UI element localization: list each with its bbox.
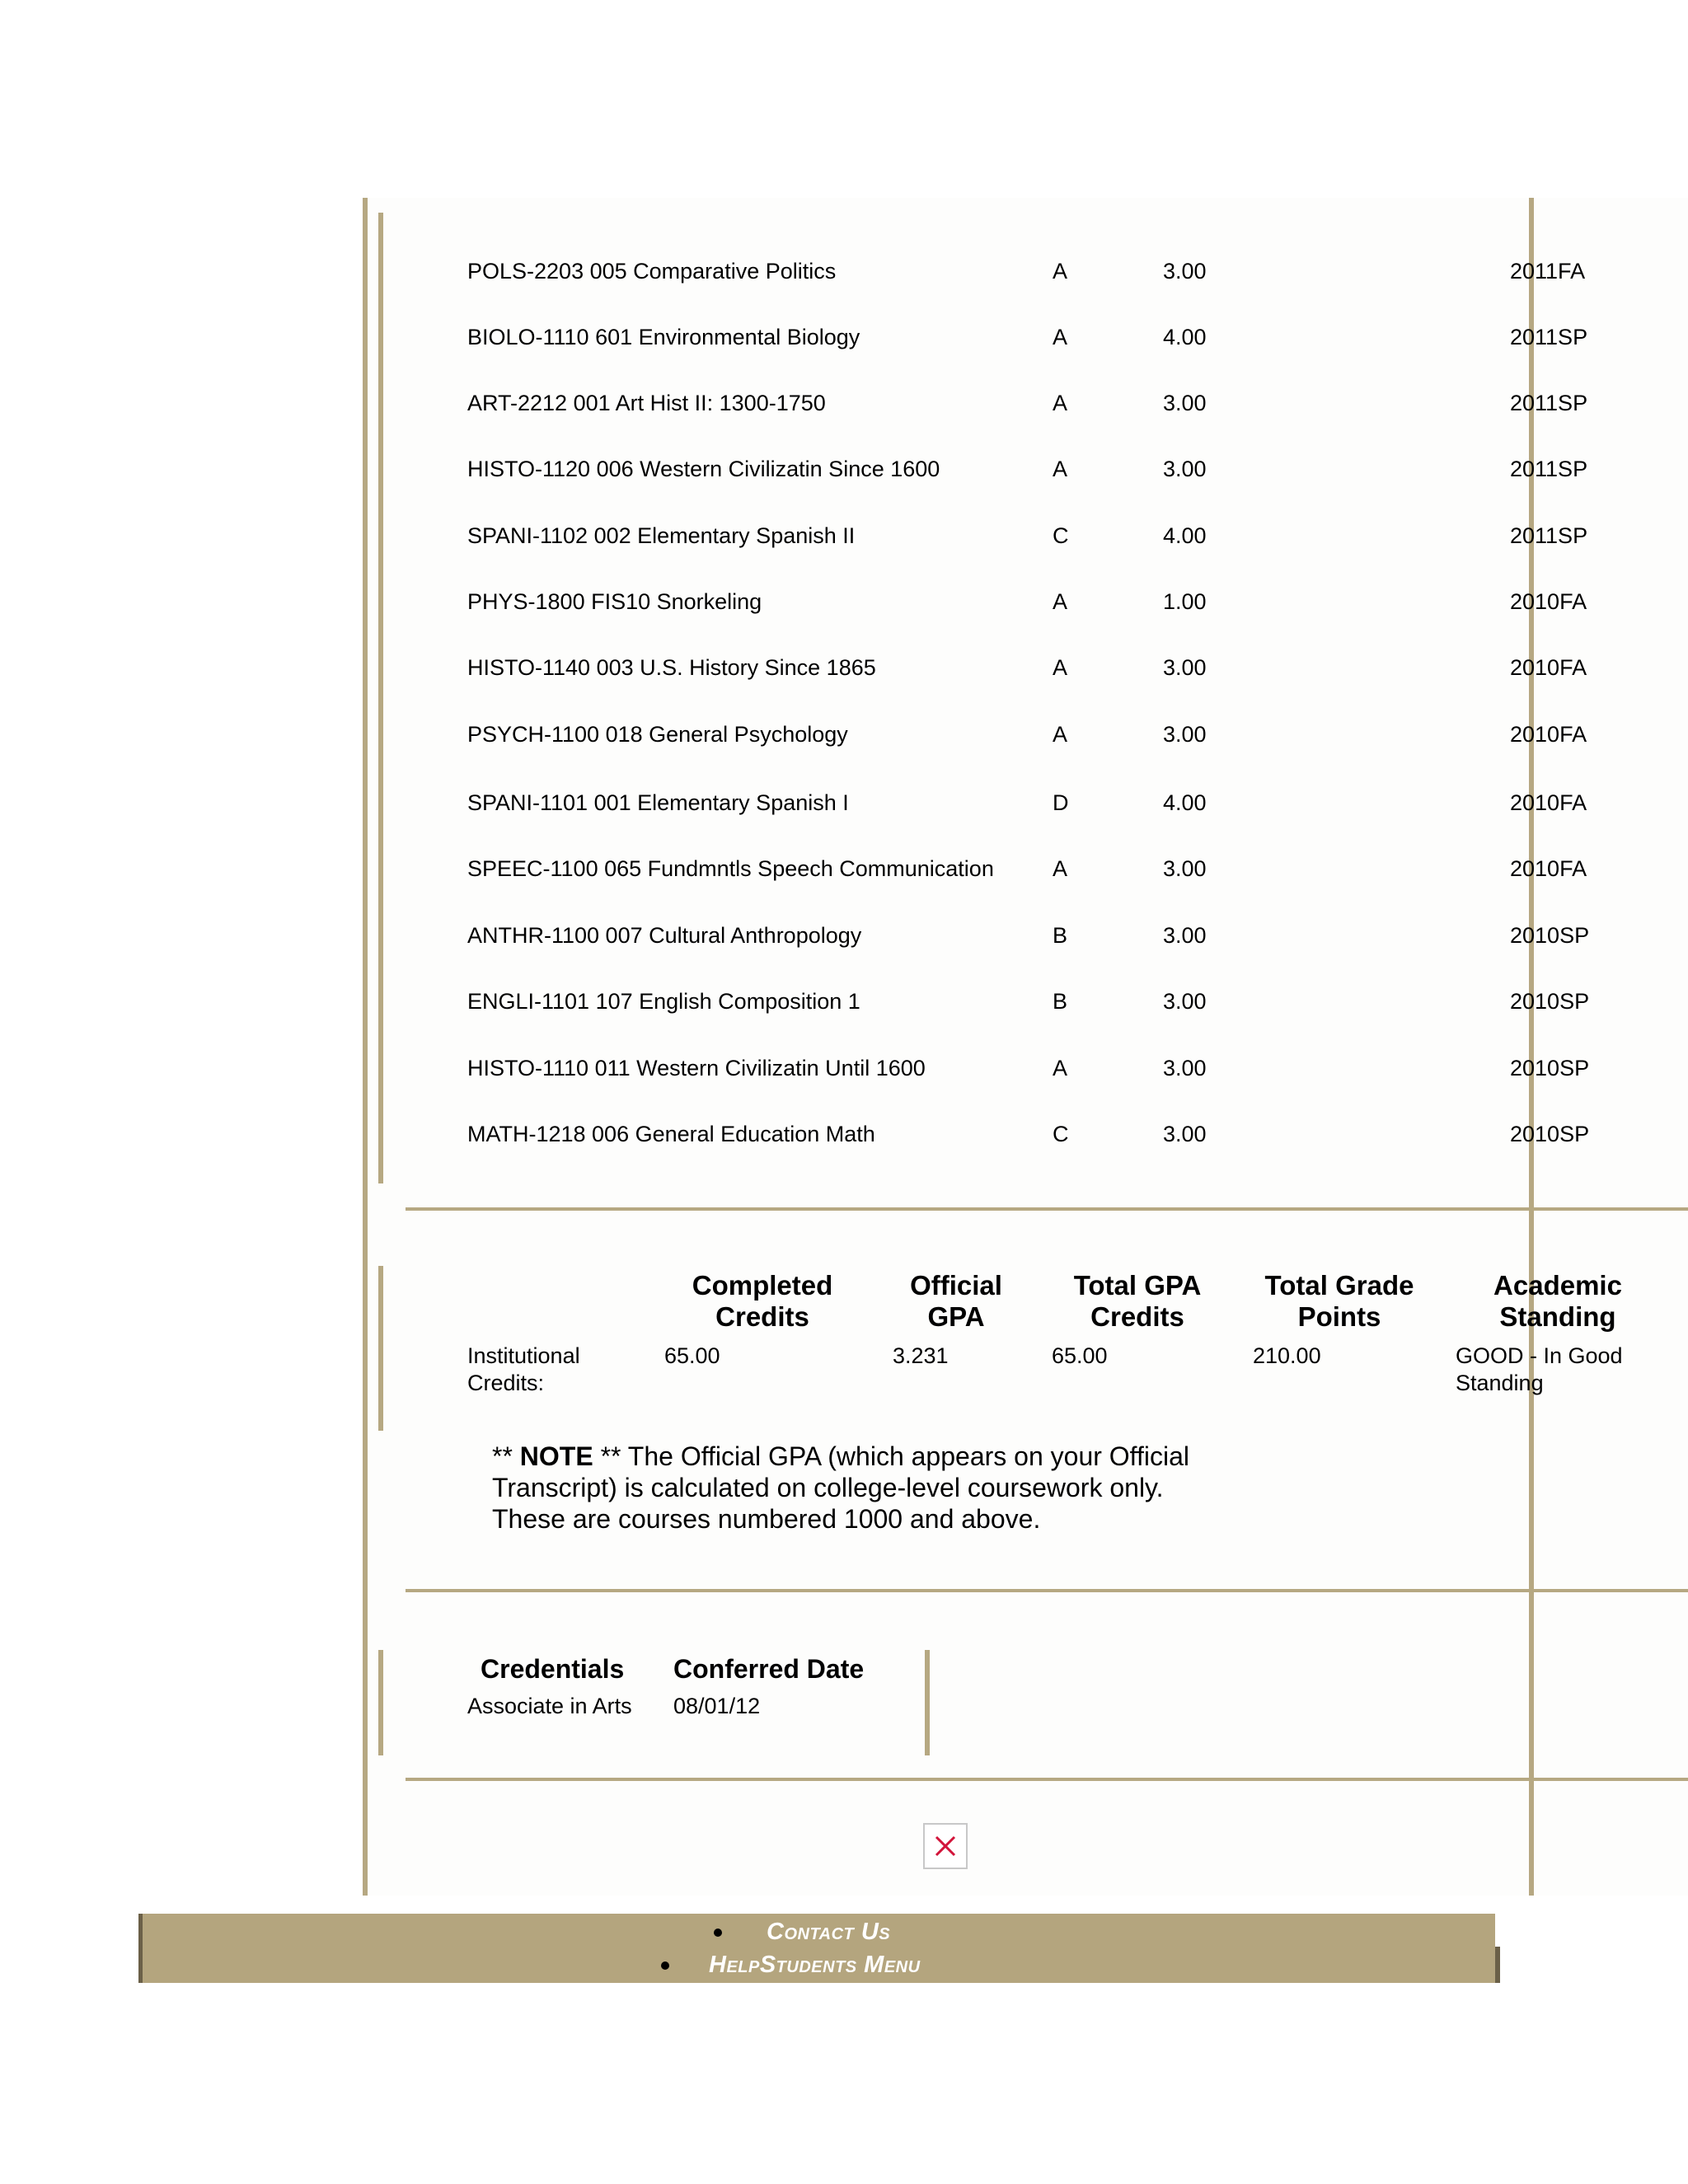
credentials-header: Credentials (481, 1654, 625, 1684)
course-name: HISTO-1110 011 Western Civilizatin Until 1600 (467, 1056, 926, 1080)
note-line: These are courses numbered 1000 and above. (492, 1504, 1041, 1534)
header-line: Total Grade (1264, 1270, 1414, 1301)
course-credits: 1.00 (1163, 589, 1207, 614)
course-credits: 4.00 (1163, 523, 1207, 548)
course-row (0, 919, 1688, 952)
course-name: SPANI-1101 001 Elementary Spanish I (467, 790, 849, 815)
course-term: 2010SP (1510, 923, 1590, 948)
frame-left-inner-summary (378, 1266, 383, 1431)
row-label-line: Credits: (467, 1371, 545, 1395)
note-text: The Official GPA (which appears on your Official (621, 1441, 1189, 1471)
frame-left-inner-courses (378, 213, 383, 1183)
footer-edge-left (138, 1914, 143, 1983)
course-credits: 3.00 (1163, 722, 1207, 747)
course-name: HISTO-1120 006 Western Civilizatin Since 1600 (467, 457, 940, 481)
course-term: 2010SP (1510, 989, 1590, 1014)
course-credits: 3.00 (1163, 457, 1207, 481)
course-name: POLS-2203 005 Comparative Politics (467, 259, 837, 284)
course-term: 2011SP (1510, 325, 1588, 349)
course-term: 2010SP (1510, 1056, 1590, 1080)
course-credits: 3.00 (1163, 1122, 1207, 1146)
course-grade: A (1053, 259, 1068, 284)
course-term: 2010FA (1510, 722, 1587, 747)
course-name: PSYCH-1100 018 General Psychology (467, 722, 848, 747)
header-line: Official (910, 1270, 1002, 1301)
row-label-line: Institutional (467, 1343, 580, 1368)
course-name: HISTO-1140 003 U.S. History Since 1865 (467, 655, 876, 680)
course-term: 2010FA (1510, 790, 1587, 815)
note-keyword: NOTE (519, 1441, 593, 1471)
completed-credits-value: 65.00 (664, 1343, 720, 1368)
course-credits: 3.00 (1163, 259, 1207, 284)
course-grade: A (1053, 655, 1068, 680)
help-students-menu-link[interactable]: HelpStudents Menu (709, 1952, 921, 1978)
header-total-gpa-credits (1047, 1270, 1228, 1333)
divider-summary (406, 1589, 1688, 1592)
bullet-icon (714, 1929, 722, 1937)
course-grade: B (1053, 923, 1068, 948)
course-term: 2010FA (1510, 589, 1587, 614)
conferred-date-header: Conferred Date (673, 1654, 865, 1684)
course-term: 2011SP (1510, 391, 1588, 415)
course-row (0, 718, 1688, 751)
course-credits: 4.00 (1163, 790, 1207, 815)
close-icon (925, 1825, 966, 1868)
header-official-gpa (890, 1270, 1022, 1333)
course-name: ENGLI-1101 107 English Composition 1 (467, 989, 860, 1014)
course-row (0, 985, 1688, 1018)
course-name: ART-2212 001 Art Hist II: 1300-1750 (467, 391, 826, 415)
header-line: Points (1297, 1301, 1381, 1332)
course-term: 2011FA (1510, 259, 1586, 284)
course-grade: A (1053, 1056, 1068, 1080)
header-line: Credits (1090, 1301, 1184, 1332)
course-row (0, 255, 1688, 288)
official-gpa-value: 3.231 (893, 1343, 949, 1368)
footer-edge-right (1495, 1947, 1500, 1983)
course-grade: D (1053, 790, 1069, 815)
note-stars: ** (593, 1441, 621, 1471)
course-name: BIOLO-1110 601 Environmental Biology (467, 325, 860, 349)
divider-courses (406, 1207, 1688, 1211)
conferred-date-value: 08/01/12 (673, 1694, 761, 1718)
course-term: 2011SP (1510, 523, 1588, 548)
course-row (0, 1118, 1688, 1151)
course-credits: 3.00 (1163, 923, 1207, 948)
course-credits: 3.00 (1163, 856, 1207, 881)
header-completed-credits (676, 1270, 849, 1333)
course-grade: B (1053, 989, 1068, 1014)
course-credits: 3.00 (1163, 1056, 1207, 1080)
header-line: Academic (1493, 1270, 1622, 1301)
course-row (0, 651, 1688, 684)
credentials-right-border (925, 1650, 930, 1755)
total-grade-points-value: 210.00 (1253, 1343, 1321, 1368)
course-credits: 3.00 (1163, 391, 1207, 415)
course-term: 2010FA (1510, 856, 1587, 881)
note-line (492, 1441, 1267, 1472)
course-row (0, 387, 1688, 419)
course-row (0, 1052, 1688, 1085)
header-academic-standing (1467, 1270, 1648, 1333)
course-credits: 3.00 (1163, 655, 1207, 680)
course-name: SPANI-1102 002 Elementary Spanish II (467, 523, 856, 548)
gpa-note (492, 1441, 1267, 1535)
course-grade: A (1053, 457, 1068, 481)
header-total-grade-points (1245, 1270, 1434, 1333)
course-row (0, 585, 1688, 618)
course-term: 2010FA (1510, 655, 1587, 680)
course-term: 2010SP (1510, 1122, 1590, 1146)
broken-image-icon (923, 1823, 968, 1869)
course-name: SPEEC-1100 065 Fundmntls Speech Communication (467, 856, 994, 881)
academic-standing-value (1456, 1343, 1623, 1397)
course-row (0, 852, 1688, 885)
course-grade: A (1053, 391, 1068, 415)
course-row (0, 519, 1688, 552)
summary-row-label (467, 1343, 580, 1397)
course-row (0, 321, 1688, 354)
note-line: Transcript) is calculated on college-level coursework only. (492, 1473, 1164, 1502)
course-grade: C (1053, 523, 1069, 548)
bullet-icon (661, 1961, 669, 1970)
standing-line: GOOD - In Good (1456, 1343, 1623, 1368)
course-credits: 4.00 (1163, 325, 1207, 349)
contact-us-link[interactable]: Contact Us (767, 1919, 891, 1945)
course-name: ANTHR-1100 007 Cultural Anthropology (467, 923, 862, 948)
course-grade: A (1053, 325, 1068, 349)
course-grade: A (1053, 856, 1068, 881)
course-name: MATH-1218 006 General Education Math (467, 1122, 875, 1146)
course-grade: A (1053, 722, 1068, 747)
header-line: GPA (927, 1301, 985, 1332)
frame-left-inner-credentials (378, 1650, 383, 1755)
course-credits: 3.00 (1163, 989, 1207, 1014)
course-row (0, 786, 1688, 819)
standing-line: Standing (1456, 1371, 1544, 1395)
header-line: Total GPA (1073, 1270, 1202, 1301)
header-line: Credits (715, 1301, 809, 1332)
divider-credentials (406, 1778, 1688, 1781)
course-grade: A (1053, 589, 1068, 614)
credential-value: Associate in Arts (467, 1694, 632, 1718)
total-gpa-credits-value: 65.00 (1052, 1343, 1108, 1368)
course-row (0, 452, 1688, 485)
course-name: PHYS-1800 FIS10 Snorkeling (467, 589, 762, 614)
course-grade: C (1053, 1122, 1069, 1146)
header-line: Standing (1499, 1301, 1616, 1332)
course-term: 2011SP (1510, 457, 1588, 481)
note-stars: ** (492, 1441, 520, 1471)
header-line: Completed (692, 1270, 833, 1301)
